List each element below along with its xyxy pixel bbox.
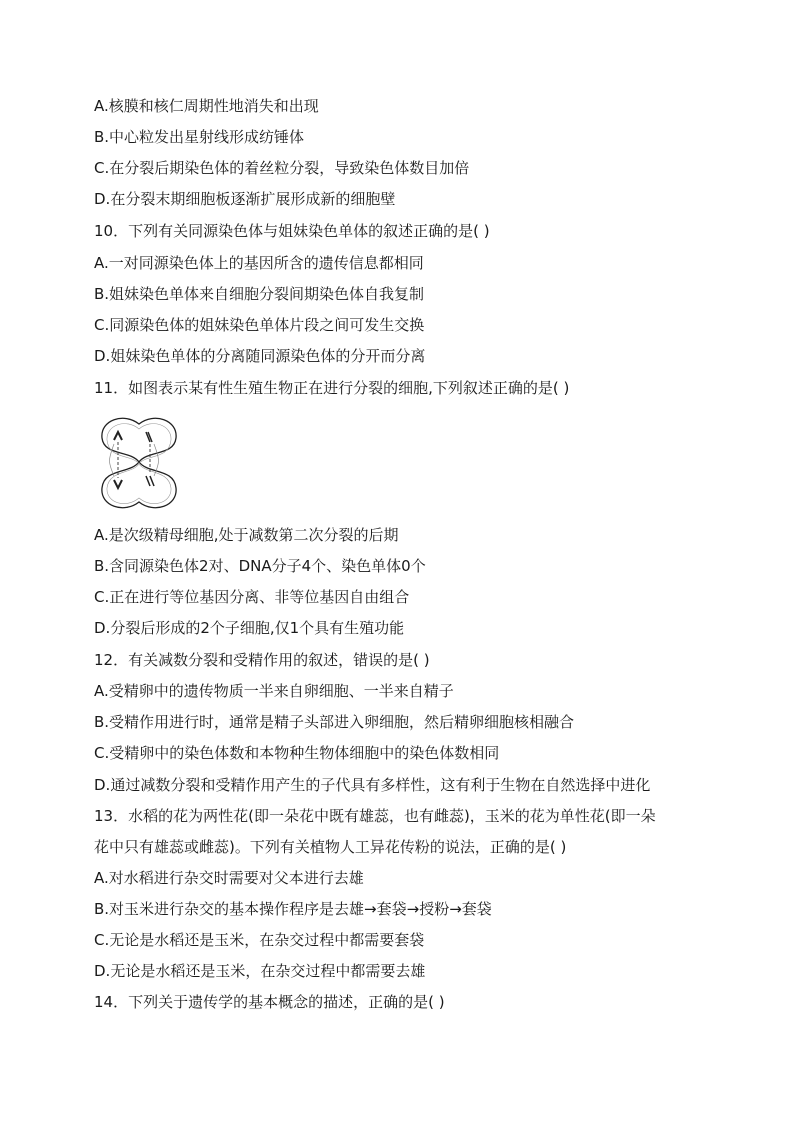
question-line: 12．有关减数分裂和受精作用的叙述，错误的是( ) <box>94 651 430 669</box>
question-line: 10．下列有关同源染色体与姐妹染色单体的叙述正确的是( ) <box>94 222 490 240</box>
option-line: C.受精卵中的染色体数和本物种生物体细胞中的染色体数相同 <box>94 744 500 762</box>
option-line: B.含同源染色体2对、DNA分子4个、染色单体0个 <box>94 557 426 575</box>
cell-division-diagram <box>94 410 184 514</box>
option-line: D.分裂后形成的2个子细胞,仅1个具有生殖功能 <box>94 619 405 637</box>
option-line: B.对玉米进行杂交的基本操作程序是去雄→套袋→授粉→套袋 <box>94 900 492 918</box>
chromosome <box>114 480 122 488</box>
chromosome <box>146 476 154 486</box>
option-line: D.通过减数分裂和受精作用产生的子代具有多样性，这有利于生物在自然选择中进化 <box>94 776 651 794</box>
option-line: D.姐妹染色单体的分离随同源染色体的分开而分离 <box>94 347 426 365</box>
chromosome <box>146 432 152 442</box>
question-line: 花中只有雄蕊或雌蕊)。下列有关植物人工异花传粉的说法，正确的是( ) <box>94 838 567 856</box>
option-line: C.同源染色体的姐妹染色单体片段之间可发生交换 <box>94 316 425 334</box>
option-line: A.对水稻进行杂交时需要对父本进行去雄 <box>94 869 364 887</box>
option-line: B.受精作用进行时，通常是精子头部进入卵细胞，然后精卵细胞核相融合 <box>94 713 575 731</box>
option-line: A.核膜和核仁周期性地消失和出现 <box>94 97 319 115</box>
option-line: A.一对同源染色体上的基因所含的遗传信息都相同 <box>94 254 424 272</box>
option-line: D.无论是水稻还是玉米，在杂交过程中都需要去雄 <box>94 962 426 980</box>
option-line: B.姐妹染色单体来自细胞分裂间期染色体自我复制 <box>94 285 425 303</box>
question-line: 11．如图表示某有性生殖生物正在进行分裂的细胞,下列叙述正确的是( ) <box>94 379 570 397</box>
option-line: C.正在进行等位基因分离、非等位基因自由组合 <box>94 588 410 606</box>
question-line: 14．下列关于遗传学的基本概念的描述，正确的是( ) <box>94 993 445 1011</box>
question-line: 13．水稻的花为两性花(即一朵花中既有雄蕊，也有雌蕊)，玉米的花为单性花(即一朵 <box>94 807 656 825</box>
option-line: C.在分裂后期染色体的着丝粒分裂，导致染色体数目加倍 <box>94 159 470 177</box>
option-line: C.无论是水稻还是玉米，在杂交过程中都需要套袋 <box>94 931 425 949</box>
option-line: D.在分裂末期细胞板逐渐扩展形成新的细胞壁 <box>94 190 396 208</box>
option-line: A.是次级精母细胞,处于减数第二次分裂的后期 <box>94 526 399 544</box>
option-line: B.中心粒发出星射线形成纺锤体 <box>94 128 305 146</box>
cell-membrane <box>102 418 176 507</box>
chromosome <box>114 432 122 440</box>
option-line: A.受精卵中的遗传物质一半来自卵细胞、一半来自精子 <box>94 682 454 700</box>
